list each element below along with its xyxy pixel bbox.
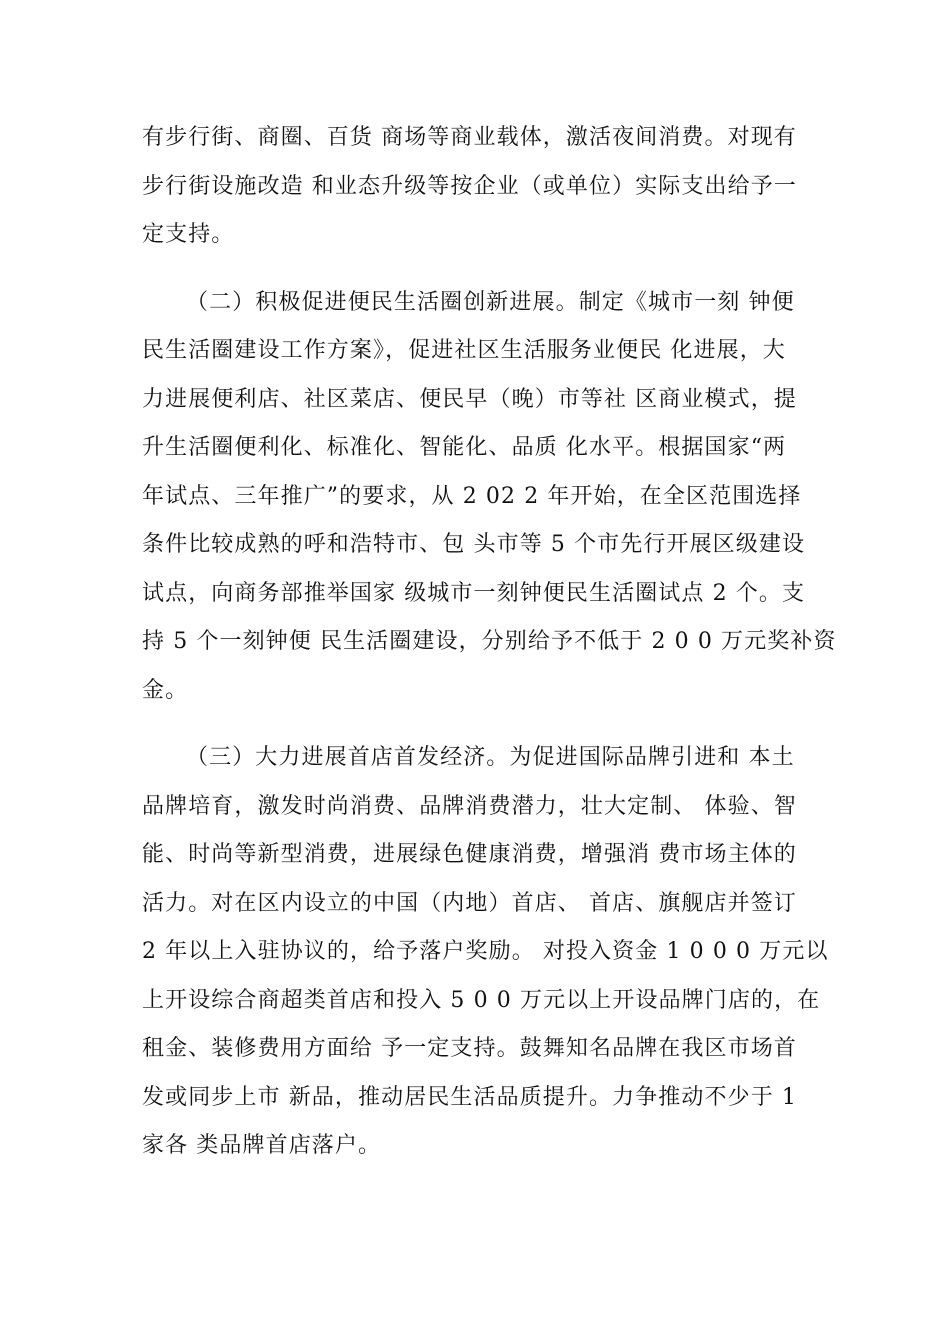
paragraph-line: 2 年以上入驻协议的，给予落户奖励。 对投入资金 1 0 0 0 万元以 xyxy=(142,939,829,964)
paragraph-line: 有步行街、商圈、百货 商场等商业载体，激活夜间消费。对现有 xyxy=(142,125,797,150)
paragraph-line: 定支持。 xyxy=(142,222,235,247)
paragraph-line: （三）大力进展首店首发经济。为促进国际品牌引进和 本土 xyxy=(186,745,795,770)
paragraph-line: （二）积极促进便民生活圈创新进展。制定《城市一刻 钟便 xyxy=(186,289,795,315)
paragraph-line: 步行街设施改造 和业态升级等按企业（或单位）实际支出给予一 xyxy=(142,173,797,199)
paragraph-line: 升生活圈便利化、标准化、智能化、品质 化水平。根据国家“两 xyxy=(142,435,787,460)
paragraph-line: 试点，向商务部推举国家 级城市一刻钟便民生活圈试点 2 个。支 xyxy=(142,580,806,606)
paragraph-line: 发或同步上市 新品，推动居民生活品质提升。力争推动不少于 1 xyxy=(142,1084,797,1110)
paragraph-line: 民生活圈建设工作方案》，促进社区生活服务业便民 化进展，大 xyxy=(142,338,786,363)
paragraph-line: 活力。对在区内设立的中国（内地）首店、 首店、旗舰店并签订 xyxy=(142,890,797,916)
paragraph-line: 年试点、三年推广”的要求，从 2 02 2 年开始，在全区范围选择 xyxy=(142,483,802,509)
paragraph-line: 力进展便利店、社区菜店、便民早（晚）市等社 区商业模式，提 xyxy=(142,386,797,412)
paragraph-line: 家各 类品牌首店落户。 xyxy=(142,1133,382,1158)
paragraph-line: 租金、装修费用方面给 予一定支持。鼓舞知名品牌在我区市场首 xyxy=(142,1036,797,1061)
document-body xyxy=(142,114,837,1171)
paragraph-line: 持 5 个一刻钟便 民生活圈建设，分别给予不低于 2 0 0 万元奖补资 xyxy=(142,629,837,654)
paragraph-1 xyxy=(142,114,822,260)
paragraph-line: 上开设综合商超类首店和投入 5 0 0 万元以上开设品牌门店的，在 xyxy=(142,987,821,1013)
paragraph-3 xyxy=(142,734,829,1171)
paragraph-line: 能、时尚等新型消费，进展绿色健康消费，增强消 费市场主体的 xyxy=(142,842,797,867)
paragraph-line: 金。 xyxy=(142,677,189,703)
paragraph-line: 条件比较成熟的呼和浩特市、包 头市等 5 个市先行开展区级建设 xyxy=(142,532,806,557)
paragraph-2 xyxy=(142,279,837,716)
paragraph-line: 品牌培育，激发时尚消费、品牌消费潜力，壮大定制、 体验、智 xyxy=(142,793,797,819)
